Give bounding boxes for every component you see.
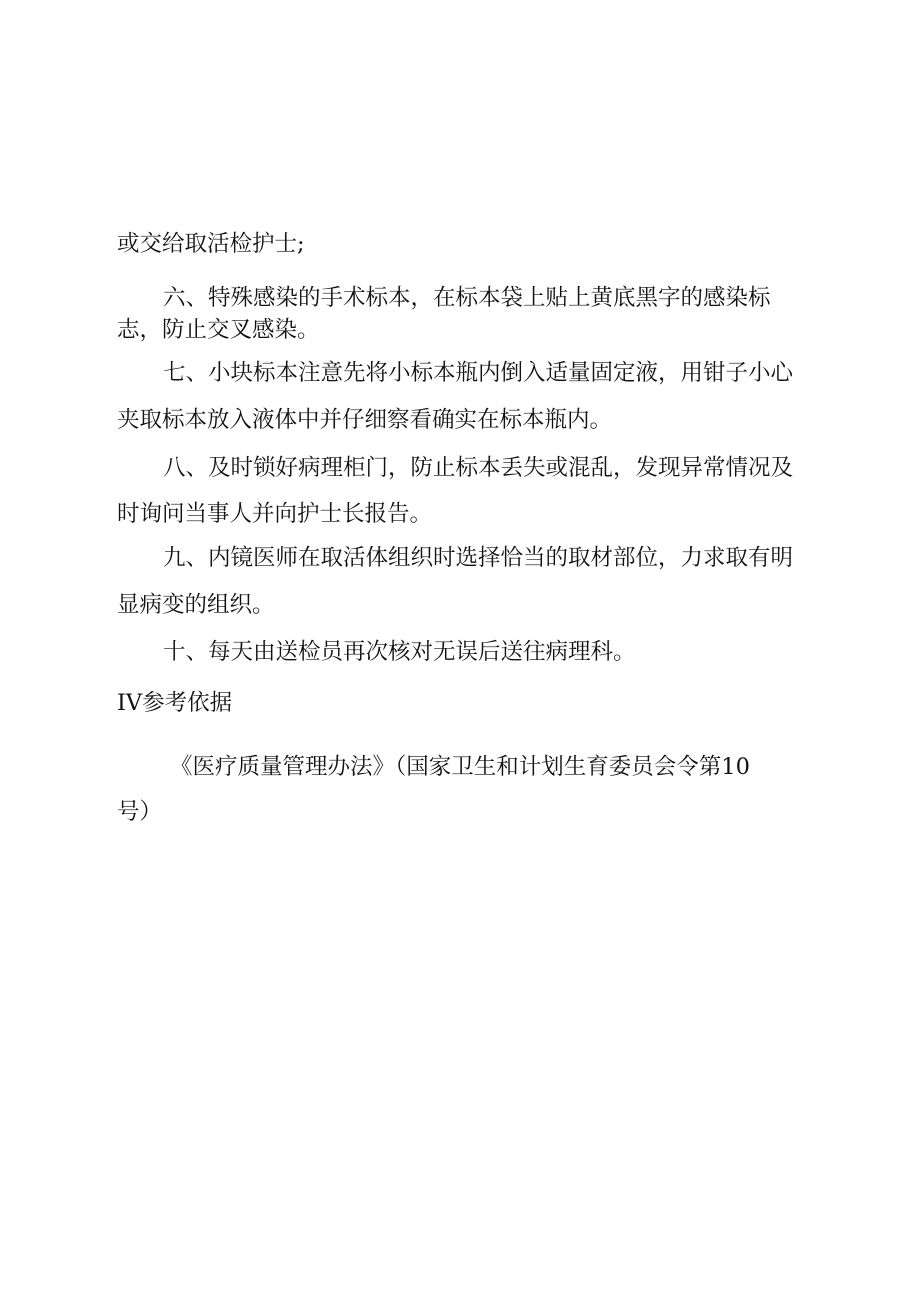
reference-line-2: 号）: [117, 799, 163, 825]
item-nine-line-1: 九、内镜医师在取活体组织时选择恰当的取材部位，力求取有明: [163, 545, 794, 571]
item-seven-line-2: 夹取标本放入液体中并仔细察看确实在标本瓶内。: [117, 407, 613, 433]
item-ten-line: 十、每天由送检员再次核对无误后送往病理科。: [163, 639, 636, 665]
reference-line-1: 《医疗质量管理办法》（国家卫生和计划生育委员会令第10: [170, 754, 750, 780]
section-heading-reference: IV参考依据: [117, 690, 233, 716]
item-nine-line-2: 显病变的组织。: [117, 592, 275, 618]
continuation-line: 或交给取活检护士;: [117, 231, 305, 257]
item-eight-line-1: 八、及时锁好病理柜门，防止标本丢失或混乱，发现异常情况及: [163, 455, 794, 481]
item-six-line-2: 志，防止交叉感染。: [117, 317, 320, 343]
item-seven-line-1: 七、小块标本注意先将小标本瓶内倒入适量固定液，用钳子小心: [163, 360, 794, 386]
item-eight-line-2: 时询问当事人并向护士长报告。: [117, 501, 433, 527]
item-six-line-1: 六、特殊感染的手术标本，在标本袋上贴上黄底黑字的感染标: [163, 285, 771, 311]
